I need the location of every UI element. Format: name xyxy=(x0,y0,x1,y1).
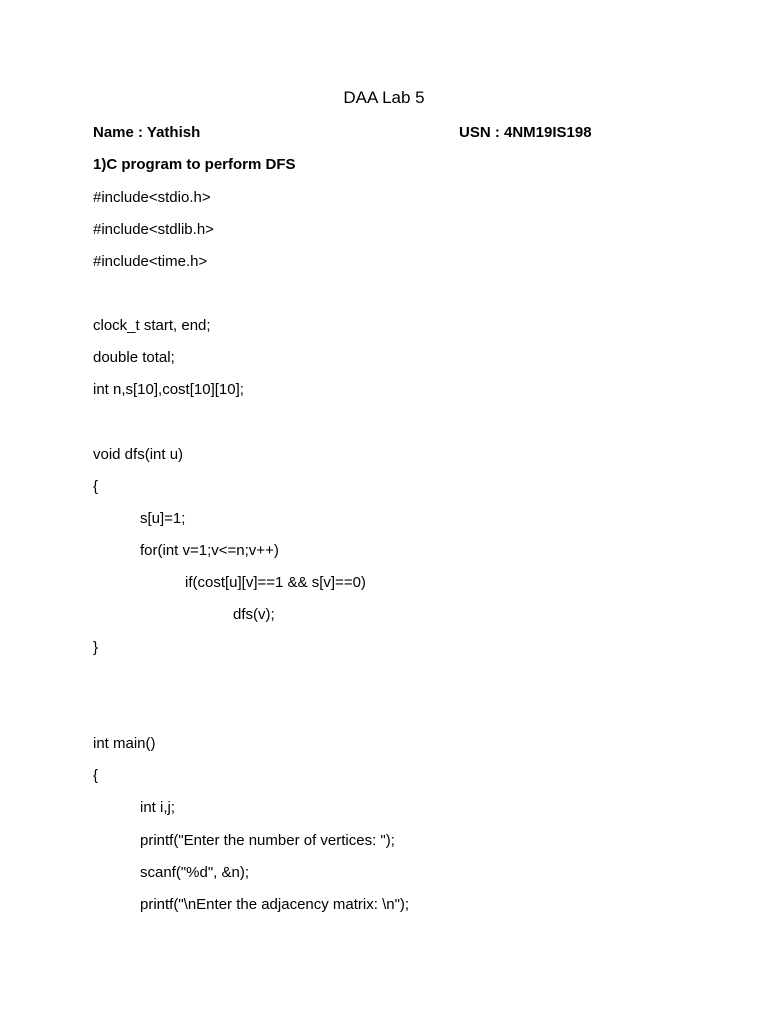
document-title: DAA Lab 5 xyxy=(343,88,425,107)
code-line: dfs(v); xyxy=(233,606,275,623)
code-line: { xyxy=(93,478,99,495)
code-line: printf("\nEnter the adjacency matrix: \n"); xyxy=(140,896,410,913)
code-line: int main() xyxy=(93,735,156,752)
code-line: int n,s[10],cost[10][10]; xyxy=(93,381,244,398)
code-line: for(int v=1;v<=n;v++) xyxy=(140,542,279,559)
code-line: s[u]=1; xyxy=(140,510,186,527)
code-line: #include<stdlib.h> xyxy=(93,221,214,238)
code-line: printf("Enter the number of vertices: "); xyxy=(140,832,395,849)
code-line: clock_t start, end; xyxy=(93,317,211,334)
code-line: } xyxy=(93,639,99,656)
code-line: double total; xyxy=(93,349,175,366)
code-line: scanf("%d", &n); xyxy=(140,864,250,881)
student-name: Name : Yathish xyxy=(93,124,201,141)
code-line: #include<time.h> xyxy=(93,253,208,270)
code-line: if(cost[u][v]==1 && s[v]==0) xyxy=(185,574,366,591)
code-line: void dfs(int u) xyxy=(93,446,184,463)
code-line: #include<stdio.h> xyxy=(93,189,211,206)
student-usn: USN : 4NM19IS198 xyxy=(459,124,592,141)
program-heading: 1)C program to perform DFS xyxy=(93,156,296,173)
code-line: int i,j; xyxy=(140,799,176,816)
code-line: { xyxy=(93,767,99,784)
